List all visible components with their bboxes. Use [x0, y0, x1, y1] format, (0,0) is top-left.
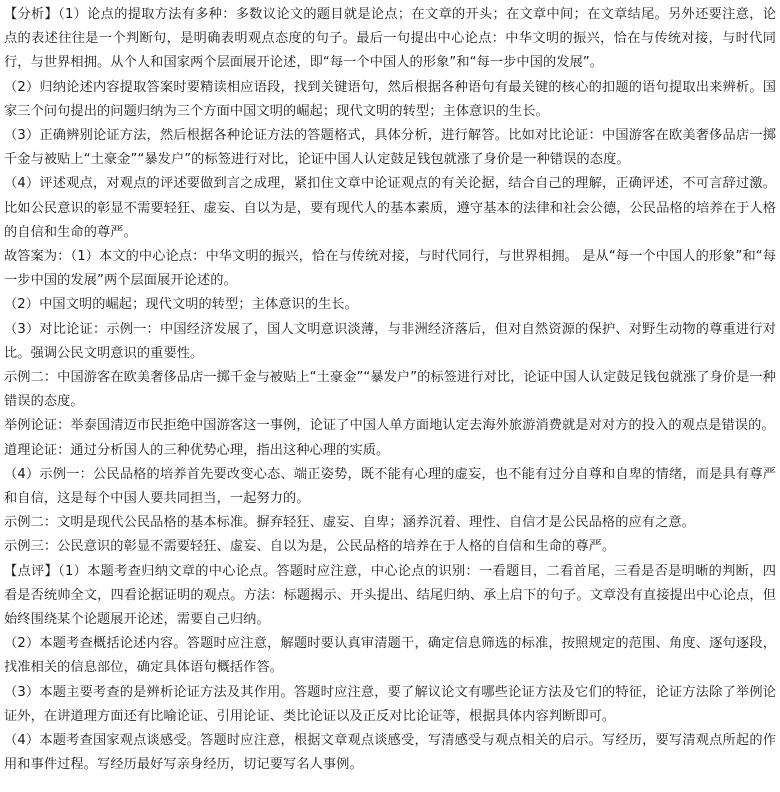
analysis-paragraph-4: （4）评述观点，对观点的评述要做到言之成理，紧扣住文章中论证观点的有关论据，结合自己的理解，正确评述，不可言辞过激。比如公民意识的彰显不需要轻狂、虚妄、自以为是，要有现代人的基本素质，遵守基本的法律和社会公德，公民品格的培养在于人格的自信和生命的尊严。 — [4, 176, 776, 240]
analysis-paragraph-3: （3）正确辨别论证方法，然后根据各种论证方法的答题格式，具体分析，进行解答。比如对比论证：中国游客在欧美奢侈品店一掷千金与被贴上“土豪金”“暴发户”的标签进行对比，论证中国人认定鼓足钱包就涨了身价是一种错误的态度。 — [4, 128, 776, 168]
analysis-paragraph-2: （2）归纳论述内容提取答案时要精读相应语段，找到关键语句，然后根据各种语句有最关键的核心的扣题的语句提取出来辨析。国家三个问句提出的问题归纳为三个方面中国文明的崛起；现代文明的转型；主体意识的生长。 — [4, 79, 776, 119]
comment-paragraph-3: （3）本题主要考查的是辨析论证方法及其作用。答题时应注意，要了解议论文有哪些论证方法及它们的特征，论证方法除了举例论证外，在讲道理方面还有比喻论证、引用论证、类比论证以及正反对比论证等，根据具体内容判断即可。 — [4, 684, 776, 724]
comment-paragraph-1: 【点评】（1）本题考查归纳文章的中心论点。答题时应注意，中心论点的识别：一看题目，二看首尾，三看是否是明晰的判断，四看是否统帅全文，四看论据证明的观点。方法：标题揭示、开头提出、结尾归纳、承上启下的句子。文章没有直接提出中心论点，但始终围绕某个论题展开论述，需要自己归纳。 — [4, 563, 776, 628]
answer-example-argument: 举例论证：举泰国清迈市民拒绝中国游客这一事例，论证了中国人单方面地认定去海外旅游消费就是对对方的投入的观点是错误的。 — [4, 418, 775, 434]
answer-paragraph-1: 故答案为：（1）本文的中心论点：中华文明的振兴，恰在与传统对接，与时代同行，与世界相拥。 是从“每一个中国人的形象”和“每一步中国的发展”两个层面展开论述的。 — [4, 249, 776, 289]
comment-paragraph-4: （4）本题考查国家观点谈感受。答题时应注意，根据文章观点谈感受，写清感受与观点相关的启示。写经历，要写清观点所起的作用和事件过程。写经历最好写亲身经历，切记要写名人事例。 — [4, 733, 776, 773]
answer-example-2: 示例二：中国游客在欧美奢侈品店一掷千金与被贴上“土豪金”“暴发户”的标签进行对比，论证中国人认定鼓足钱包就涨了身价是一种错误的态度。 — [4, 370, 776, 410]
answer-paragraph-2: （2）中国文明的崛起；现代文明的转型；主体意识的生长。 — [4, 297, 358, 313]
answer-paragraph-3: （3）对比论证：示例一：中国经济发展了，国人文明意识淡薄，与非洲经济落后，但对自然资源的保护、对野生动物的尊重进行对比。强调公民文明意识的重要性。 — [4, 321, 776, 361]
answer-example-4-2: 示例二：文明是现代公民品格的基本标准。摒弃轻狂、虚妄、自卑；涵养沉着、理性、自信才是公民品格的应有之意。 — [4, 515, 695, 531]
answer-example-4-3: 示例三：公民意识的彰显不需要轻狂、虚妄、自以为是，公民品格的培养在于人格的自信和生命的尊严。 — [4, 539, 616, 555]
answer-paragraph-4: （4）示例一：公民品格的培养首先要改变心态、端正姿势，既不能有心理的虚妄，也不能有过分自尊和自卑的情绪，而是具有尊严和自信，这是每个中国人要共同担当，一起努力的。 — [4, 466, 776, 507]
analysis-paragraph-1: 【分析】（1）论点的提取方法有多种：多数议论文的题目就是论点；在文章的开头；在文章中间；在文章结尾。另外还要注意，论点的表述往往是一个判断句，是明确表明观点态度的句子。最后一句提出中心论点：中华文明的振兴，恰在与传统对接，与时代同行，与世界相拥。从个人和国家两个层面展开论述，即“每一个中国人的形象”和“每一步中国的发展”。 — [4, 7, 776, 71]
answer-reasoning-argument: 道理论证：通过分析国人的三种优势心理，指出这种心理的实质。 — [4, 442, 390, 458]
comment-paragraph-2: （2）本题考查概括论述内容。答题时应注意，解题时要认真审清题干，确定信息筛选的标准，按照规定的范围、角度、逐句逐段，找准相关的信息部位，确定具体语句概括作答。 — [4, 636, 776, 676]
